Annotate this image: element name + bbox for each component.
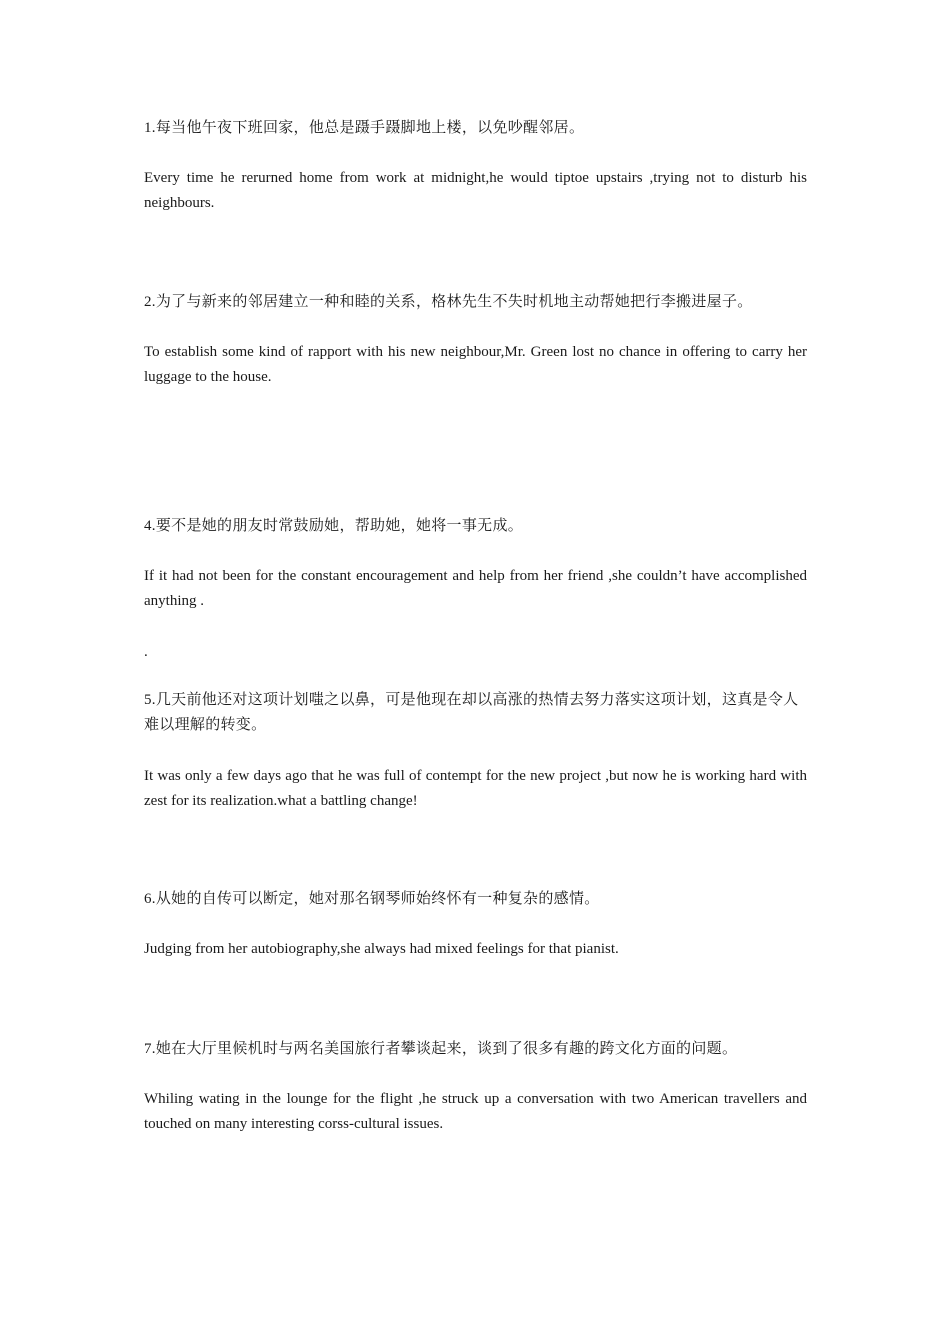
stray-period: .	[144, 644, 148, 660]
item-7-english: Whiling wating in the lounge for the flight ,he struck up a conversation with two American travellers and touched on many interesting corss-cultural issues.	[144, 1091, 807, 1132]
item-2-english: To establish some kind of rapport with his new neighbour,Mr. Green lost no chance in offering to carry her luggage to the house.	[144, 344, 807, 385]
item-2-chinese: 2.为了与新来的邻居建立一种和睦的关系，格林先生不失时机地主动帮她把行李搬进屋子。	[144, 294, 753, 310]
item-4-english: If it had not been for the constant encouragement and help from her friend ,she couldn’t have accomplished anything .	[144, 568, 807, 609]
item-7-chinese: 7.她在大厅里候机时与两名美国旅行者攀谈起来，谈到了很多有趣的跨文化方面的问题。	[144, 1041, 738, 1057]
item-5-chinese: 5.几天前他还对这项计划嗤之以鼻，可是他现在却以高涨的热情去努力落实这项计划，这真是令人难以理解的转变。	[144, 692, 799, 733]
item-1-english: Every time he rerurned home from work at midnight,he would tiptoe upstairs ,trying not to disturb his neighbours.	[144, 170, 807, 211]
item-6-chinese: 6.从她的自传可以断定，她对那名钢琴师始终怀有一种复杂的感情。	[144, 891, 600, 907]
item-6-english: Judging from her autobiography,she always had mixed feelings for that pianist.	[144, 941, 619, 957]
item-4-chinese: 4.要不是她的朋友时常鼓励她，帮助她，她将一事无成。	[144, 518, 524, 534]
item-5-english: It was only a few days ago that he was full of contempt for the new project ,but now he is working hard with zest for its realization.what a battling change!	[144, 768, 807, 809]
item-1-chinese: 1.每当他午夜下班回家，他总是蹑手蹑脚地上楼，以免吵醒邻居。	[144, 120, 585, 136]
